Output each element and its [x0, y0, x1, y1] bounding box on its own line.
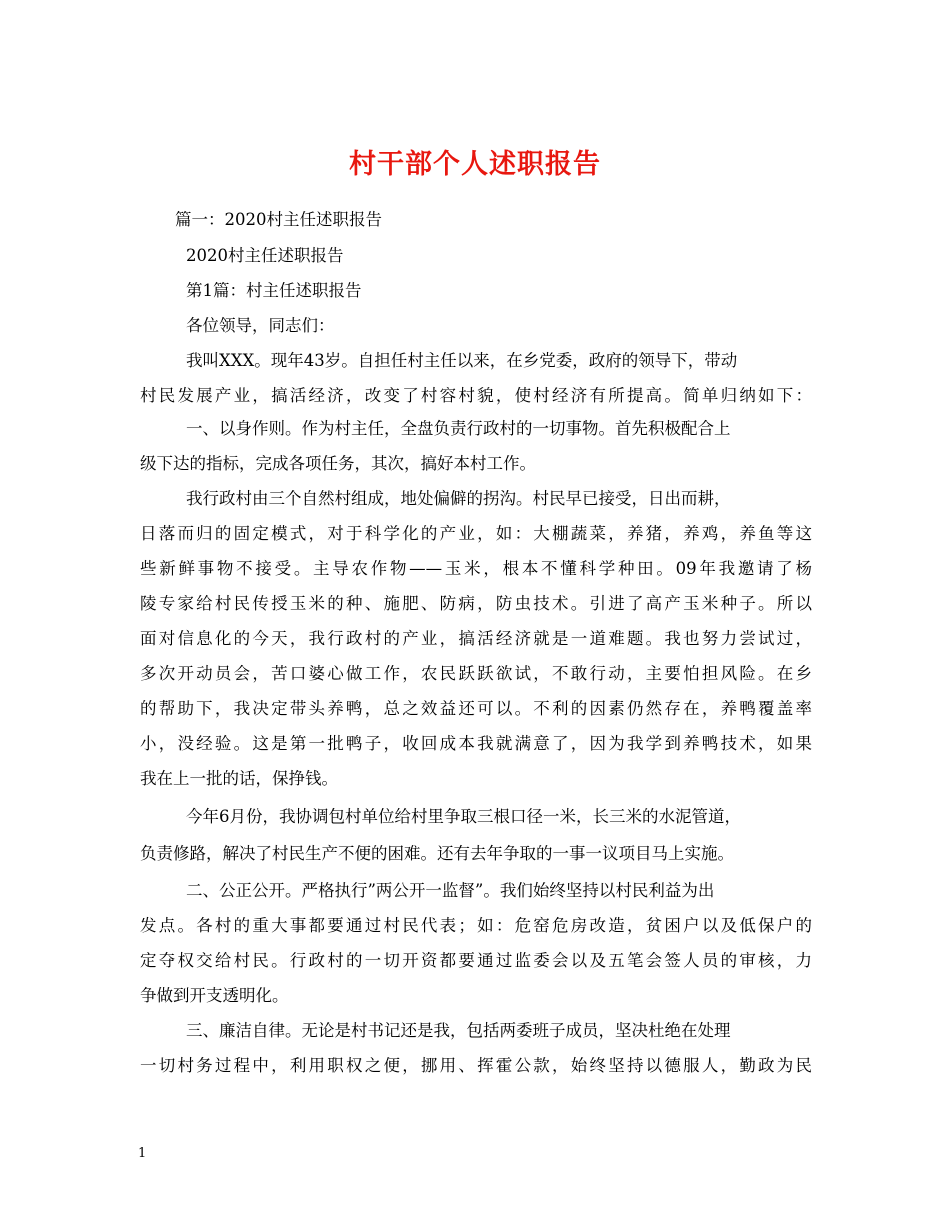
text-line: 一、以身作则。作为村主任，全盘负责行政村的一切事物。首先积极配合上: [186, 419, 731, 438]
text-line: 面对信息化的今天，我行政村的产业，搞活经济就是一道难题。我也努力尝试过，: [140, 629, 812, 648]
text-line: 我叫XXX。现年43岁。自担任村主任以来，在乡党委，政府的领导下，带动: [186, 351, 738, 370]
text-line: 我行政村由三个自然村组成，地处偏僻的拐沟。村民早已接受，日出而耕，: [186, 489, 731, 508]
text-line: 2020村主任述职报告: [186, 246, 344, 265]
text-line: 的帮助下，我决定带头养鸭，总之效益还可以。不利的因素仍然存在，养鸭覆盖率: [140, 699, 812, 718]
text-line: 陵专家给村民传授玉米的种、施肥、防病，防虫技术。引进了高产玉米种子。所以: [140, 594, 812, 613]
text-line: 日落而归的固定模式，对于科学化的产业，如：大棚蔬菜，养猪，养鸡，养鱼等这: [140, 524, 812, 543]
text-line: 级下达的指标，完成各项任务，其次，搞好本村工作。: [140, 454, 536, 473]
page-number: 1: [138, 1146, 147, 1161]
text-line: 今年6月份，我协调包村单位给村里争取三根口径一米，长三米的水泥管道，: [186, 807, 741, 826]
document-title: 村干部个人述职报告: [349, 149, 601, 181]
text-line: 多次开动员会，苦口婆心做工作，农民跃跃欲试，不敢行动，主要怕担风险。在乡: [140, 664, 812, 683]
text-line: 村民发展产业，搞活经济，改变了村容村貌，使村经济有所提高。简单归纳如下：: [140, 386, 812, 405]
text-line: 各位领导，同志们：: [186, 316, 335, 335]
text-line: 我在上一批的话，保挣钱。: [140, 769, 338, 788]
text-line: 负责修路，解决了村民生产不便的困难。还有去年争取的一事一议项目马上实施。: [140, 844, 734, 863]
text-line: 争做到开支透明化。: [140, 986, 289, 1005]
text-line: 些新鲜事物不接受。主导农作物——玉米，根本不懂科学种田。09年我邀请了杨: [140, 559, 812, 578]
text-line: 定夺权交给村民。行政村的一切开资都要通过监委会以及五笔会签人员的审核，力: [140, 951, 812, 970]
text-line: 小，没经验。这是第一批鸭子，收回成本我就满意了，因为我学到养鸭技术，如果: [140, 734, 812, 753]
text-line: 发点。各村的重大事都要通过村民代表；如：危窑危房改造，贫困户以及低保户的: [140, 916, 812, 935]
text-line: 篇一：2020村主任述职报告: [175, 210, 382, 229]
text-line: 三、廉洁自律。无论是村书记还是我，包括两委班子成员，坚决杜绝在处理: [186, 1021, 731, 1040]
text-line: 第1篇：村主任述职报告: [186, 281, 362, 300]
text-line: 一切村务过程中，利用职权之便，挪用、挥霍公款，始终坚持以德服人，勤政为民: [140, 1056, 812, 1075]
text-line: 二、公正公开。严格执行”两公开一监督”。我们始终坚持以村民利益为出: [186, 881, 715, 900]
